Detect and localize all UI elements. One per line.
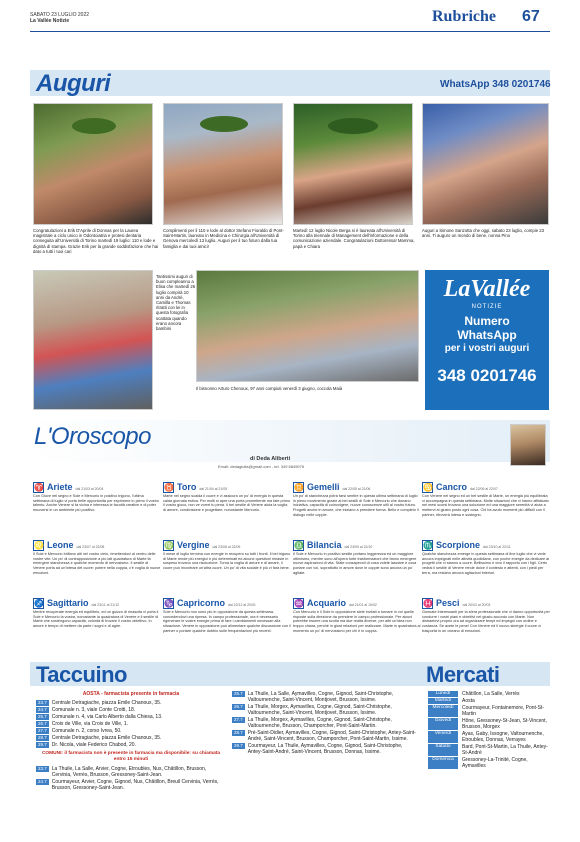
sign-text: Il mese di luglio termina con energie in recupero su tutti i fronti. Il bel trigono di Marte rende più energici e più determinati ed alcune questioni rimaste in sospeso trovano una risoluzione. Torna la voglia di amore e di amare, il cuore può incontrare un'altra cuore. Un po' di vita sociale è più vi farà bene. <box>163 552 291 571</box>
date-badge: 29.7 <box>38 742 47 747</box>
market-towns: Châtillon, La Salle, Verrès <box>462 691 520 697</box>
zodiac-leone-icon: ♌ <box>34 541 44 550</box>
sign-text: Con Mercurio e il Sole in opposizione siete invitati a tornare in voi quelle risposte sulla direzione da prendere in campo professionale. Per alcuni potrebbe essere una svolta ma due realtà diverse, per altri un'idea non troppo chiara, perché in giust relazioni per realizzare. Marte in quadratura al momento un po' di nervosismo per chi è in coppia. <box>293 610 421 633</box>
market-row <box>428 705 550 717</box>
sign-text: Un po' di stanchezza potrà farsi sentire in questa ultima settimana di luglio in pieno movimento grazie ai bei sestili di Sole e Mercurio che donano iniziativa, capacità di coinvolgere, nuove conoscenze utili al vostro futuro. Progetti anche in amore, che iniziano a prendere forma. Bello e completo il dialogo nelle coppie. <box>293 494 419 517</box>
whatsapp-ad <box>425 270 549 410</box>
caption-elisa: Tantissimi auguri di buon compleanno a Elisa che martedì 26 luglio compirà 10 anni da Andrè, Camilla e Thomas ritratti con lei in questa fotografia scattata quando erano ancora bambini <box>156 274 196 332</box>
sign-name: Bilancia dal 23/09 al 22/10 <box>307 540 373 550</box>
pharmacy-row <box>232 717 416 729</box>
market-row <box>428 757 550 769</box>
zodiac-ariete-icon: ♈ <box>34 483 44 492</box>
aosta-pharmacy-list <box>36 700 226 749</box>
oroscopo-title: L'Oroscopo <box>34 423 151 450</box>
market-towns: Hône, Gressoney-St-Jean, St-Vincent, Brusson, Morgex <box>462 718 547 730</box>
laurel-wreath-icon <box>200 116 248 132</box>
sign-dates: dal 21/03 al 20/04 <box>75 487 104 491</box>
zodiac-toro-icon: ♉ <box>164 483 174 492</box>
market-day: Mercoledì <box>428 705 458 717</box>
ad-line2: WhatsApp <box>457 328 517 342</box>
sign-dates: dal 22/06 al 22/07 <box>470 487 498 491</box>
paper-name: La Vallée Notizie <box>30 18 70 24</box>
author-photo <box>510 424 546 466</box>
pharmacy-text: La Thuile, La Salle, Arvier, Cogne, Etroubles, Nus, Châtillon, Brusson, Cervinia, Verrès, Brusson, Gressoney-Saint-Jean. <box>51 766 207 778</box>
photo-nicole <box>293 103 413 225</box>
photo-stefano <box>163 103 283 225</box>
sign-dates: dal 23/08 al 22/09 <box>212 545 241 549</box>
market-day: Venerdì <box>428 731 458 743</box>
pharmacy-row <box>36 707 226 713</box>
mercati-list <box>428 691 550 770</box>
pharmacy-row <box>36 714 226 720</box>
zodiac-pesci-icon: ♓ <box>423 599 433 608</box>
pharmacy-text: Centrale Detragiache, piazza Emile Chanoux, 35. <box>51 735 162 741</box>
date-badge: 25.7 <box>38 714 47 719</box>
page-number: 67 <box>522 8 540 25</box>
market-day: Lunedì <box>428 691 458 697</box>
photo-elisa-children <box>33 270 153 410</box>
sign-name: Ariete dal 21/03 al 20/04 <box>47 482 104 492</box>
pharmacy-text: La Thuile, La Salle, Aymavilles, Cogne, Gignod, Saint-Christophe, Valtournenche, Saint-Vincent, Montjovet, Brusson, Issime. <box>247 691 394 703</box>
pharmacy-text: Pré-Saint-Didier, Aymavilles, Cogne, Gignod, Saint-Christophe, Antey-Saint-André, Saint-Vincent, Brusson, Champorcher, Pont-Saint-Martin, Issime. <box>247 730 416 742</box>
pharmacy-row <box>232 704 416 716</box>
date-badge: 24.7 <box>38 779 47 784</box>
sign-text: Sole e Mercurio non sono più in opposizione da questa settimana, concedendovi una ripresa. In campo professionale, ora è necessario rigenerare le vostre energie prima di fare i cambiamenti necessari alla situazione. Venere in opposizione può alimentare qualche discussione con il partner o portare qualche dubbio sulle frequentazioni più recenti. <box>163 610 291 633</box>
sign-text: Il Sole e Mercurio in positivo sestile portano leggerezza ed un maggiore ottimismo, mentre sono all'opera forte trasformazioni che fanno emergere nuove aspirazioni di vita. State consapevoli di cosa volete lasciare e cosa portare con voi, soprattutto in amore dove le coppie sono ancora un po' agitate. <box>293 552 417 575</box>
sign-dates: dal 20/02 al 20/03 <box>462 603 491 607</box>
sign-dates: dal 22/12 al 20/01 <box>228 603 256 607</box>
photo-erik <box>33 103 153 225</box>
section-title: Rubriche <box>432 8 496 25</box>
market-towns: Gressoney-La-Trinité, Cogne, Aymavilles <box>462 757 528 769</box>
market-towns: Ayas, Gaby, Issogne, Valtournenche, Etroubles, Donnas, Verrayes <box>462 731 544 743</box>
date-badge: 27.7 <box>38 728 47 733</box>
market-day: Domenica <box>428 757 458 769</box>
ad-line3: per i vostri auguri <box>444 343 530 354</box>
sign-name: Vergine dal 23/08 al 22/09 <box>177 540 241 550</box>
pharmacy-row <box>36 766 226 778</box>
taccuino-title: Taccuino <box>36 662 127 687</box>
date-badge: 28.7 <box>234 730 243 735</box>
sign-dates: dal 23/11 al 21/12 <box>91 603 120 607</box>
market-day: Martedì <box>428 698 458 704</box>
sign-name: Scorpione dal 23/10 al 22/11 <box>436 540 511 550</box>
ad-line1: Numero <box>464 314 510 328</box>
sign-text: Giornate interessanti per la sfera professionale che vi danno opportunità per condurre i vostri piani e obiettivi nel giusto accordo con Marte. Non distraetevi proprio ora ad organizzare tempi ed impegni con ordine e costanza. Se avete le pene! Con Venere ed il nuovo sinergie il cuore vi trasporta in un oceano di emozioni. <box>422 610 550 633</box>
pharmacy-text: Courmayeur, Arvier, Cogne, Gignod, Nus, Châtillon, Breuil Cervinia, Verrès, Brusson, Gressoney-Saint-Jean. <box>51 779 219 791</box>
zodiac-scorpione-icon: ♏ <box>423 541 433 550</box>
market-row <box>428 718 550 730</box>
issue-date: SABATO 23 LUGLIO 2022 <box>30 12 90 18</box>
laurel-wreath-icon <box>72 118 116 134</box>
pharmacy-text: La Thuile, Morgex, Aymavilles, Cogne, Gignod, Saint-Christophe, Valtournenche, Brusson, Champorcher, Pont-Saint-Martin. <box>247 717 392 729</box>
sign-name: Toro dal 21/04 al 21/05 <box>177 482 228 492</box>
caption-arturo: Il bisnonno Arturo Chenoux, 97 anni compiuti venerdì 3 giugno, coccola Maià <box>196 386 343 391</box>
pharmacy-text: Comunale n. 2, corso Ivrea, 50. <box>51 728 122 734</box>
comuni-heading: COMUNI: il farmacista non è presente in farmacia ma disponibile: su chiamata entro 15 minuti <box>41 751 221 762</box>
sign-name: Gemelli dal 22/05 al 21/06 <box>307 482 371 492</box>
oroscopo-author: di Deda Aliberti <box>250 456 291 462</box>
market-row <box>428 698 550 704</box>
sign-name: Capricorno dal 22/12 al 20/01 <box>177 598 256 608</box>
header-rule <box>30 31 550 32</box>
pharmacy-row <box>36 742 226 748</box>
sign-dates: dal 23/07 al 22/08 <box>76 545 105 549</box>
pharmacy-text: Courmayeur, La Thuile, Aymavilles, Cogne, Gignod, Saint-Christophe, Antey-Saint-André, Saint-Vincent, Brusson, Donnas, Issime. <box>247 743 403 755</box>
pharmacy-row <box>36 721 226 727</box>
caption-simone: Auguri a Simone Sanzotta che oggi, sabato 23 luglio, compie 23 anni. Ti auguro un mondo di bene, nonna Pino <box>422 228 545 239</box>
sign-dates: dal 21/04 al 21/05 <box>199 487 228 491</box>
pharmacy-row <box>36 728 226 734</box>
date-badge: 25.7 <box>234 691 243 696</box>
market-row <box>428 744 550 756</box>
date-badge: 23.7 <box>38 700 47 705</box>
ad-number: 348 0201746 <box>437 366 537 385</box>
pharmacy-row <box>232 691 416 703</box>
date-badge: 26.7 <box>38 721 47 726</box>
date-badge: 29.7 <box>234 743 243 748</box>
sign-name: Sagittario dal 23/11 al 21/12 <box>47 598 120 608</box>
zodiac-acquario-icon: ♒ <box>294 599 304 608</box>
zodiac-bilancia-icon: ♎ <box>294 541 304 550</box>
sign-name: Cancro dal 22/06 al 22/07 <box>436 482 498 492</box>
sign-name: Pesci dal 20/02 al 20/03 <box>436 598 491 608</box>
ad-logo-sub: NOTIZIE <box>471 304 503 310</box>
auguri-whatsapp: WhatsApp 348 0201746 <box>440 79 551 90</box>
zodiac-cancro-icon: ♋ <box>423 483 433 492</box>
sign-dates: dal 22/05 al 21/06 <box>342 487 371 491</box>
market-towns: Courmayeur, Fontainemore, Pont-St-Martin <box>462 705 544 717</box>
pharmacy-text: Comunale n. 4, via Carlo Alberto dalla Chiesa, 13. <box>51 714 163 720</box>
date-badge: 27.7 <box>234 717 243 722</box>
pharmacy-row <box>232 743 416 755</box>
sign-text: Il Sole e Mercurio brillano alti nel vostro cielo, rimettendovi al centro delle vostre vite. Un po' di contrapposizione a più lati quadratura di Marte fa emergere stanchezza e qualche momento di nervosismo. Il sestile di Venere porta ad un'intesa del cuore: potere nella coppia, c'è voglia di nuove emozioni. <box>33 552 161 575</box>
sign-dates: dal 21/01 al 19/02 <box>349 603 377 607</box>
caption-stefano: Complimenti per il 110 e lode al dottor Stefano Fioraldo di Pont-Saint-Martin, laureato in Medicina e Chirurgia all'Università di Genova mercoledì 13 luglio. Auguri per il tuo futuro dalla tua famiglia e dai tuoi amici! <box>163 228 284 249</box>
market-towns: Aosta <box>462 698 475 704</box>
market-row <box>428 731 550 743</box>
mercati-title: Mercati <box>426 662 500 687</box>
pharmacy-text: Centrale Detragiache, piazza Emile Chanoux, 35. <box>51 700 162 706</box>
market-row <box>428 691 550 697</box>
sign-text: Con Venere nel segno ed un bel sestile di Marte, un energia più equilibrata vi accompagna in questa settimana. Molte situazioni che vi hanno affaticato nei mesi scorsi trovano una soluzione ed una maggiore serenità vi aiuta a mettervi al giusto posto ogni cosa. Chi ha avuto momenti più difficili con il partner, ritroverà intesa e sostegno. <box>422 494 549 517</box>
pharmacy-row <box>36 779 226 791</box>
sign-dates: dal 23/09 al 22/10 <box>344 545 373 549</box>
date-badge: 28.7 <box>38 735 47 740</box>
zodiac-sagittario-icon: ♐ <box>34 599 44 608</box>
zodiac-capricorno-icon: ♑ <box>164 599 174 608</box>
zodiac-gemelli-icon: ♊ <box>294 483 304 492</box>
sign-text: Con Giove nel segno e Sole e Mercurio in positivo trigono, l'ultima settimana di luglio vi porta belle opportunità per esprimere in pieno il vostro talento. Anche Venere si fa vicina e interessa le facoltà creative e di poter muoversi in un ambiente più positivo. <box>33 494 159 513</box>
auguri-title: Auguri <box>36 70 111 97</box>
market-towns: Bard, Pont-St-Martin, La Thuile, Antey-St-André <box>462 744 548 756</box>
pharmacy-row <box>36 735 226 741</box>
pharmacy-text: Croix de Ville, via Croix de Ville, 1. <box>51 721 129 727</box>
sign-dates: dal 23/10 al 22/11 <box>483 545 511 549</box>
date-badge: 24.7 <box>38 707 47 712</box>
laurel-wreath-icon <box>328 118 378 134</box>
oroscopo-email: Email: dedagiulia@gmail.com - tel. 349 6845976 <box>218 464 305 469</box>
pharmacy-list-col2 <box>232 691 416 756</box>
aosta-heading: AOSTA - farmacista presente in farmacia <box>82 691 180 697</box>
pharmacy-row <box>36 700 226 706</box>
date-badge: 23.7 <box>38 766 47 771</box>
sign-text: Qualche stanchezza emerge in questa settimana di fine luglio che vi vede ancora impegnati nelle attività quotidiane, con poche energie da dedicare ai progetti che vi stanno a cuore. Bellissimo e vivo il rapporto con i figli. Certo vedrai il sestile di Venere rende dolce il contesto e attenti, con i piedi per terra, ma restano ancora agitazioni interiori. <box>422 552 550 575</box>
sign-name: Leone dal 23/07 al 22/08 <box>47 540 105 550</box>
zodiac-vergine-icon: ♍ <box>164 541 174 550</box>
comuni-pharmacy-list <box>36 766 226 792</box>
photo-simone <box>422 103 549 225</box>
pharmacy-text: Comunale n. 3, viale Conte Crotti, 18. <box>51 707 136 713</box>
pharmacy-text: Dr. Nicola, viale Federico Chabod, 20. <box>51 742 136 748</box>
market-day: Sabato <box>428 744 458 756</box>
ad-logo: LaVallée <box>443 276 531 302</box>
caption-erik: Congratulazioni a Erik D'Aprile di Donnas per la Laurea magistrale a ciclo unico in Odontoiatria e protesi dentaria conseguita all'Università di Torino martedì 19 luglio: 110 e lode e dignità di stampa. Grazie Erik per la grande soddisfazione che hai dato a tutti i tuoi cari <box>33 228 159 254</box>
date-badge: 26.7 <box>234 704 243 709</box>
pharmacy-text: La Thuile, Morgex, Aymavilles, Cogne, Gignod, Saint-Christophe, Valtournenche, Saint-Vincent, Montjovet, Brusson, Issime. <box>247 704 392 716</box>
pharmacy-row <box>232 730 416 742</box>
sign-text: Mentre recuperate energia ed equilibrio, ed un guizzo di rinascita vi porta il Sole e Mercurio la vostra, nonostante la quadratura di Venere e il sestile di Marte che sostengono capacità, volontà di trovare il vostro obiettivo. In amore è tempo di mettere da parte i sogni e di agire. <box>33 610 159 629</box>
market-day: Giovedì <box>428 718 458 730</box>
caption-nicole: Martedì 12 luglio Nicole Berga si è laureata all'Università di Torino alla triennale di Management dell'informazione e della comunicazione aziendale. Congratulazioni Dottoressa! Mamma, papà e Chiara <box>293 228 415 249</box>
sign-name: Acquario dal 21/01 al 19/02 <box>307 598 377 608</box>
photo-arturo-maia <box>196 270 419 382</box>
sign-text: Marte nel segno scalda il cuore e vi assicura un po' di energia in questa calda giornata estiva. Per molti si apre una porta promettente ma fate primo il vostro gioco, non ve vorrei tu pena. Il bel sestile di Venere aiuta la voglia di amore, condivisione e progettare, nonostante Mercurio. <box>163 494 291 513</box>
